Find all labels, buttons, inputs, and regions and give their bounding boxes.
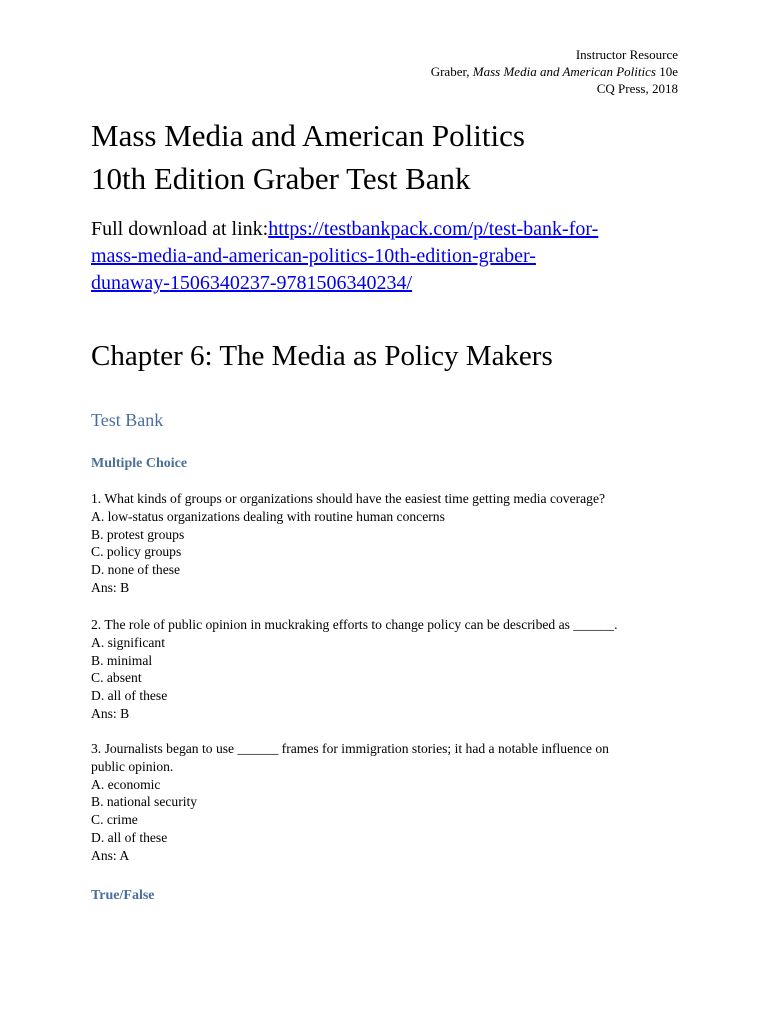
option-b: B. minimal [91,652,153,668]
header-edition: 10e [655,64,678,79]
option-a: A. low-status organizations dealing with routine human concerns [91,508,445,524]
option-d: D. all of these [91,829,168,845]
download-prefix: Full download at link: [91,218,269,240]
multiple-choice-heading: Multiple Choice [91,456,188,471]
download-link-part-2: mass-media-and-american-politics-10th-edition-graber- [91,245,536,267]
header-author: Graber, [430,64,473,79]
answer: Ans: B [91,579,130,595]
true-false-heading: True/False [91,888,155,903]
title-line-1: Mass Media and American Politics [91,118,525,153]
question-2 [91,616,671,723]
document-title [91,114,691,200]
option-a: A. economic [91,776,161,792]
question-text-line-2: public opinion. [91,758,174,774]
answer: Ans: B [91,705,130,721]
header-book-citation [431,63,678,80]
question-text: 2. The role of public opinion in muckraking efforts to change policy can be described as ______. [91,617,618,632]
option-b: B. national security [91,794,198,810]
option-c: C. policy groups [91,544,182,560]
question-text: 1. What kinds of groups or organizations should have the easiest time getting media coverage? [91,491,606,506]
chapter-heading: Chapter 6: The Media as Policy Makers [91,340,553,372]
option-c: C. absent [91,670,142,686]
option-c: C. crime [91,812,138,828]
option-d: D. none of these [91,562,181,578]
header-resource-label: Instructor Resource [575,47,678,62]
download-link[interactable] [91,216,691,297]
option-d: D. all of these [91,688,168,704]
option-a: A. significant [91,634,165,650]
header-publisher: CQ Press, 2018 [596,81,678,96]
question-text-line-1: 3. Journalists began to use ______ frames for immigration stories; it had a notable influence on [91,741,609,756]
title-line-2: 10th Edition Graber Test Bank [91,161,471,196]
option-b: B. protest groups [91,526,185,542]
section-heading-test-bank: Test Bank [91,410,164,430]
question-1 [91,490,671,597]
download-paragraph [91,216,691,297]
download-link-part-1: https://testbankpack.com/p/test-bank-for- [268,218,599,240]
question-3 [91,740,671,865]
instructor-header [431,46,678,97]
download-line-1 [91,216,691,243]
header-book-title: Mass Media and American Politics [472,64,656,79]
download-link-part-3: dunaway-1506340237-9781506340234/ [91,272,413,294]
answer: Ans: A [91,847,130,863]
